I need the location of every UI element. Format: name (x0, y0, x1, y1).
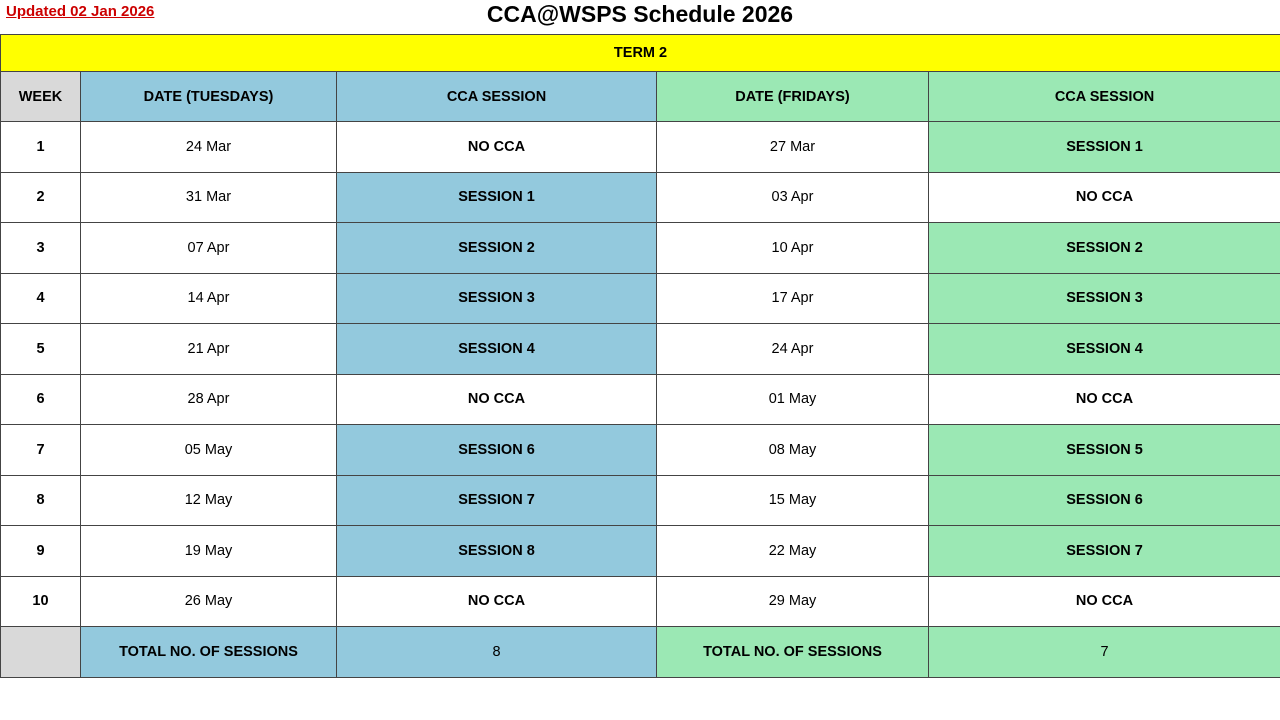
friday-session: SESSION 7 (929, 526, 1280, 577)
tuesday-session: SESSION 7 (337, 475, 657, 526)
table-row (1, 122, 1280, 173)
friday-date: 01 May (657, 374, 929, 425)
tuesday-session: SESSION 6 (337, 425, 657, 476)
tuesday-session: NO CCA (337, 374, 657, 425)
friday-date: 29 May (657, 576, 929, 627)
friday-total-value: 7 (929, 627, 1280, 678)
friday-date: 22 May (657, 526, 929, 577)
friday-session: SESSION 1 (929, 122, 1280, 173)
friday-session: SESSION 6 (929, 475, 1280, 526)
column-header-date-tuesdays: DATE (TUESDAYS) (81, 72, 337, 122)
friday-date: 15 May (657, 475, 929, 526)
tuesday-date: 07 Apr (81, 223, 337, 274)
cca-schedule-table (0, 34, 1280, 678)
column-header-cca-session-tuesdays: CCA SESSION (337, 72, 657, 122)
friday-session: SESSION 4 (929, 324, 1280, 375)
friday-date: 10 Apr (657, 223, 929, 274)
friday-session: SESSION 2 (929, 223, 1280, 274)
tuesday-session: SESSION 4 (337, 324, 657, 375)
week-number: 7 (1, 425, 81, 476)
page-title: CCA@WSPS Schedule 2026 (486, 1, 794, 27)
tuesday-session: NO CCA (337, 576, 657, 627)
tuesday-session: SESSION 8 (337, 526, 657, 577)
tuesday-session: SESSION 1 (337, 172, 657, 223)
column-header-week: WEEK (1, 72, 81, 122)
tuesday-total-label: TOTAL NO. OF SESSIONS (81, 627, 337, 678)
column-header-date-fridays: DATE (FRIDAYS) (657, 72, 929, 122)
table-row (1, 425, 1280, 476)
tuesday-session: SESSION 2 (337, 223, 657, 274)
tuesday-date: 19 May (81, 526, 337, 577)
tuesday-date: 28 Apr (81, 374, 337, 425)
tuesday-date: 31 Mar (81, 172, 337, 223)
term-banner: TERM 2 (1, 35, 1280, 72)
friday-date: 17 Apr (657, 273, 929, 324)
page-header (0, 0, 1280, 34)
friday-session: NO CCA (929, 576, 1280, 627)
week-number: 10 (1, 576, 81, 627)
friday-session: NO CCA (929, 374, 1280, 425)
table-row (1, 374, 1280, 425)
week-number: 6 (1, 374, 81, 425)
totals-row (1, 627, 1280, 678)
table-row (1, 576, 1280, 627)
friday-date: 08 May (657, 425, 929, 476)
week-number: 3 (1, 223, 81, 274)
week-number: 9 (1, 526, 81, 577)
tuesday-total-value: 8 (337, 627, 657, 678)
table-row (1, 273, 1280, 324)
tuesday-date: 12 May (81, 475, 337, 526)
week-number: 8 (1, 475, 81, 526)
updated-date-label: Updated 02 Jan 2026 (6, 3, 155, 20)
tuesday-date: 21 Apr (81, 324, 337, 375)
table-row (1, 475, 1280, 526)
friday-date: 24 Apr (657, 324, 929, 375)
table-row (1, 526, 1280, 577)
friday-session: SESSION 5 (929, 425, 1280, 476)
totals-row-spacer (1, 627, 81, 678)
week-number: 4 (1, 273, 81, 324)
friday-session: NO CCA (929, 172, 1280, 223)
friday-date: 27 Mar (657, 122, 929, 173)
term-banner-row (1, 35, 1280, 72)
friday-date: 03 Apr (657, 172, 929, 223)
table-header-row (1, 72, 1280, 122)
tuesday-session: NO CCA (337, 122, 657, 173)
week-number: 5 (1, 324, 81, 375)
tuesday-date: 05 May (81, 425, 337, 476)
table-row (1, 324, 1280, 375)
tuesday-date: 14 Apr (81, 273, 337, 324)
week-number: 1 (1, 122, 81, 173)
week-number: 2 (1, 172, 81, 223)
friday-total-label: TOTAL NO. OF SESSIONS (657, 627, 929, 678)
column-header-cca-session-fridays: CCA SESSION (929, 72, 1280, 122)
table-row (1, 223, 1280, 274)
table-row (1, 172, 1280, 223)
tuesday-session: SESSION 3 (337, 273, 657, 324)
tuesday-date: 24 Mar (81, 122, 337, 173)
tuesday-date: 26 May (81, 576, 337, 627)
friday-session: SESSION 3 (929, 273, 1280, 324)
